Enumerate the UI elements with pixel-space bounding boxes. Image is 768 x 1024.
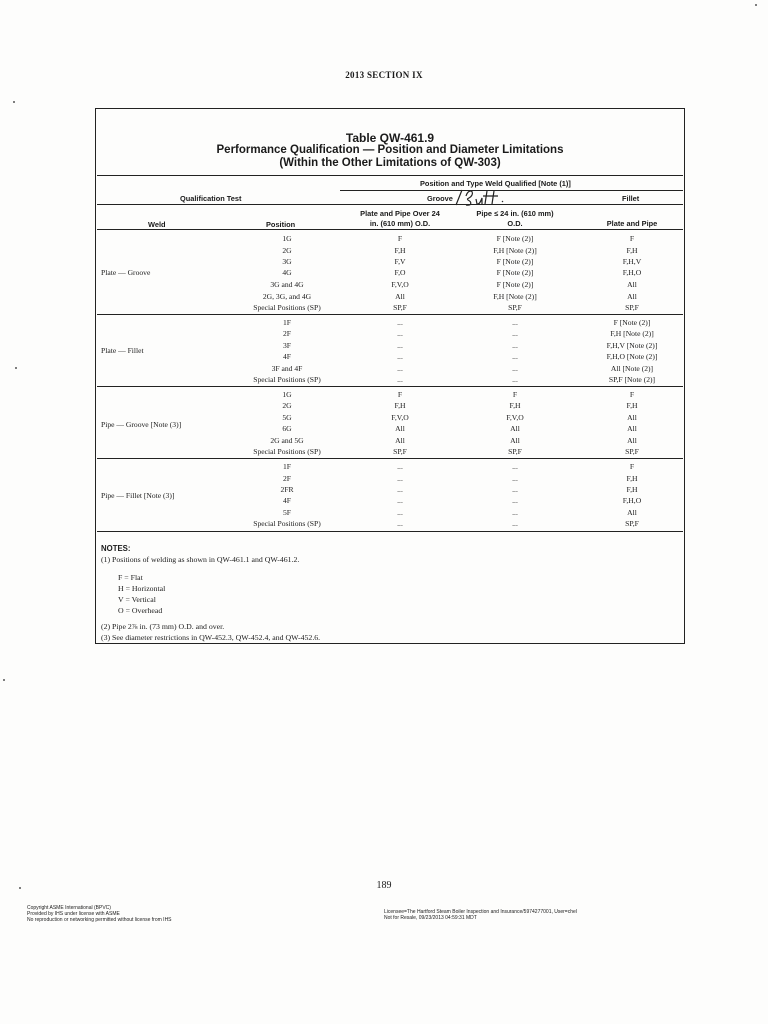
table-cell: 1G [282, 390, 292, 399]
table-cell: ... [397, 329, 403, 338]
table-cell: 2G [282, 401, 292, 410]
table-cell: ... [512, 364, 518, 373]
notes [101, 543, 320, 643]
table-cell: SP,F [625, 447, 639, 456]
table-title: Table QW-461.9 [345, 131, 435, 145]
table-cell: F [Note (2)] [496, 234, 534, 243]
table-cell: SP,F [508, 447, 522, 456]
table-cell: ... [397, 485, 403, 494]
note-2: (2) Pipe 2⅞ in. (73 mm) O.D. and over. [101, 622, 225, 631]
weld-label-plate-fillet: Plate — Fillet [101, 346, 144, 355]
table-cell: 3G [282, 257, 292, 266]
table-cell: SP,F [625, 519, 639, 528]
weld-label-pipe-fillet: Pipe — Fillet [Note (3)] [101, 491, 175, 500]
table-cell: Special Positions (SP) [253, 447, 321, 456]
table-cell: ... [512, 375, 518, 384]
table-cell: ... [397, 352, 403, 361]
table-cell: ... [512, 352, 518, 361]
table-cell: F,H [Note (2)] [493, 246, 537, 255]
table-cell: ... [512, 341, 518, 350]
header-le24-line1: Pipe ≤ 24 in. (610 mm) [476, 209, 554, 218]
table-cell: All [627, 424, 637, 433]
header-weld: Weld [148, 220, 166, 229]
header-le24-line2: O.D. [507, 219, 523, 228]
table-cell: Special Positions (SP) [253, 519, 321, 528]
table-cell: F,V,O [391, 280, 409, 289]
table-cell: F,H [Note (2)] [493, 292, 537, 301]
header-plate-and-pipe: Plate and Pipe [606, 219, 658, 228]
header-position-type: Position and Type Weld Qualified [Note (1)] [420, 179, 571, 188]
table-cell: F [Note (2)] [496, 257, 534, 266]
table-cell: F,H [394, 246, 406, 255]
table-cell: 2G, 3G, and 4G [262, 292, 312, 301]
table-cell: F,H [626, 246, 638, 255]
table-cell: F [Note (2)] [613, 318, 651, 327]
table-cell: ... [397, 375, 403, 384]
table-cell: F,V,O [506, 413, 524, 422]
footer-line: Not for Resale, 09/23/2013 04:59:31 MDT [384, 915, 477, 921]
scan-speck [13, 101, 15, 103]
footer-line: Provided by IHS under license with ASME [27, 911, 120, 917]
table-cell: ... [397, 341, 403, 350]
table-cell: 3F [282, 341, 292, 350]
table-cell: F,H,O [622, 496, 642, 505]
table-cell: 5G [282, 413, 292, 422]
footer-line: Licensee=The Hartford Steam Boiler Inspection and Insurance/5974277001, User=chel [384, 909, 577, 915]
table-cell: 2G and 5G [270, 436, 304, 445]
scan-speck [19, 887, 21, 889]
header-fillet: Fillet [622, 194, 640, 203]
table-cell: All [510, 436, 520, 445]
table-cell: Special Positions (SP) [253, 303, 321, 312]
table-cell: SP,F [393, 447, 407, 456]
table-cell: F,V [394, 257, 406, 266]
table-cell: F,V,O [391, 413, 409, 422]
table-cell: All [627, 508, 637, 517]
header-qualification-test: Qualification Test [180, 194, 242, 203]
scan-speck [15, 367, 17, 369]
table-cell: F,H [626, 485, 638, 494]
table-cell: 4F [282, 352, 292, 361]
table-cell: ... [512, 318, 518, 327]
table-cell: F [397, 390, 403, 399]
table-bottom-rule [97, 531, 683, 532]
legend-vertical: V = Vertical [118, 595, 156, 604]
handwritten-annotation [454, 187, 512, 207]
table-cell: F,H,O [622, 268, 642, 277]
table-cell: 2FR [280, 485, 294, 494]
table-subtitle-2: (Within the Other Limitations of QW-303) [279, 157, 501, 169]
table-cell: 2F [282, 329, 292, 338]
table-cell: F,H [626, 401, 638, 410]
table-cell: F,H [626, 474, 638, 483]
legend-overhead: O = Overhead [118, 606, 163, 615]
table-cell: ... [512, 508, 518, 517]
table-cell: ... [397, 364, 403, 373]
table-cell: 2F [282, 474, 292, 483]
footer-line: Copyright ASME International (BPVC) [27, 905, 111, 911]
table-cell: SP,F [625, 303, 639, 312]
table-cell: ... [512, 329, 518, 338]
table-cell: SP,F [393, 303, 407, 312]
table-cell: All [395, 292, 405, 301]
table-cell: ... [397, 474, 403, 483]
table-cell: F,H [Note (2)] [610, 329, 654, 338]
table-cell: F,H,V [Note (2)] [606, 341, 658, 350]
table-cell: All [627, 292, 637, 301]
header-position: Position [266, 220, 296, 229]
table-cell: All [627, 436, 637, 445]
header-rule-bottom [97, 229, 683, 230]
table-cell: F [Note (2)] [496, 268, 534, 277]
table-cell: F,O [394, 268, 406, 277]
table-cell: 2G [282, 246, 292, 255]
weld-label-pipe-groove: Pipe — Groove [Note (3)] [101, 420, 182, 429]
header-rule-mid [97, 204, 683, 205]
page-number: 189 [376, 880, 392, 891]
scan-speck [3, 679, 5, 681]
table-cell: All [Note (2)] [610, 364, 654, 373]
table-cell: F [397, 234, 403, 243]
table-subtitle-1: Performance Qualification — Position and Diameter Limitations [216, 144, 564, 156]
group-rule [97, 386, 683, 387]
table-cell: F [629, 234, 635, 243]
table-cell: All [627, 413, 637, 422]
table-cell: 4G [282, 268, 292, 277]
table-cell: 3F and 4F [271, 364, 303, 373]
note-3: (3) See diameter restrictions in QW-452.3, QW-452.4, and QW-452.6. [101, 633, 321, 642]
header-over24-line2: in. (610 mm) O.D. [369, 219, 431, 228]
table-cell: 5F [282, 508, 292, 517]
table-cell: F [512, 390, 518, 399]
legend-flat: F = Flat [118, 573, 143, 582]
table-cell: All [627, 280, 637, 289]
weld-label-plate-groove: Plate — Groove [101, 268, 151, 277]
table-cell: ... [512, 485, 518, 494]
table-cell: F,H,V [622, 257, 642, 266]
table-cell: ... [397, 496, 403, 505]
footer-license [384, 909, 577, 921]
table-cell: SP,F [508, 303, 522, 312]
table-cell: Special Positions (SP) [253, 375, 321, 384]
table-cell: All [510, 424, 520, 433]
table-cell: ... [512, 496, 518, 505]
note-1: (1) Positions of welding as shown in QW-461.1 and QW-461.2. [101, 555, 300, 564]
table-cell: ... [397, 508, 403, 517]
table-cell: 1F [282, 462, 292, 471]
notes-heading: NOTES: [101, 544, 131, 553]
footer-copyright [27, 905, 172, 923]
table-cell: F [629, 462, 635, 471]
table-cell: ... [397, 519, 403, 528]
footer-line: No reproduction or networking permitted without license from IHS [27, 917, 172, 923]
table-cell: ... [512, 519, 518, 528]
table-cell: 3G and 4G [270, 280, 304, 289]
table-cell: F [Note (2)] [496, 280, 534, 289]
table-cell: 4F [282, 496, 292, 505]
group-rule [97, 314, 683, 315]
table-cell: F,H [394, 401, 406, 410]
group-rule [97, 458, 683, 459]
table-cell: 1G [282, 234, 292, 243]
scan-speck [755, 4, 757, 6]
header-groove: Groove [427, 194, 453, 203]
running-header: 2013 SECTION IX [345, 70, 423, 80]
table-cell: All [395, 424, 405, 433]
header-rule-top [97, 175, 683, 176]
table-cell: ... [397, 462, 403, 471]
table-cell: 6G [282, 424, 292, 433]
header-over24-line1: Plate and Pipe Over 24 [360, 209, 440, 218]
table-cell: F [629, 390, 635, 399]
table-cell: All [395, 436, 405, 445]
table-cell: ... [397, 318, 403, 327]
table-cell: SP,F [Note (2)] [608, 375, 656, 384]
table-cell: 1F [282, 318, 292, 327]
table-cell: F,H [509, 401, 521, 410]
table-cell: ... [512, 474, 518, 483]
legend-horizontal: H = Horizontal [118, 584, 166, 593]
table-cell: ... [512, 462, 518, 471]
table-cell: F,H,O [Note (2)] [606, 352, 658, 361]
